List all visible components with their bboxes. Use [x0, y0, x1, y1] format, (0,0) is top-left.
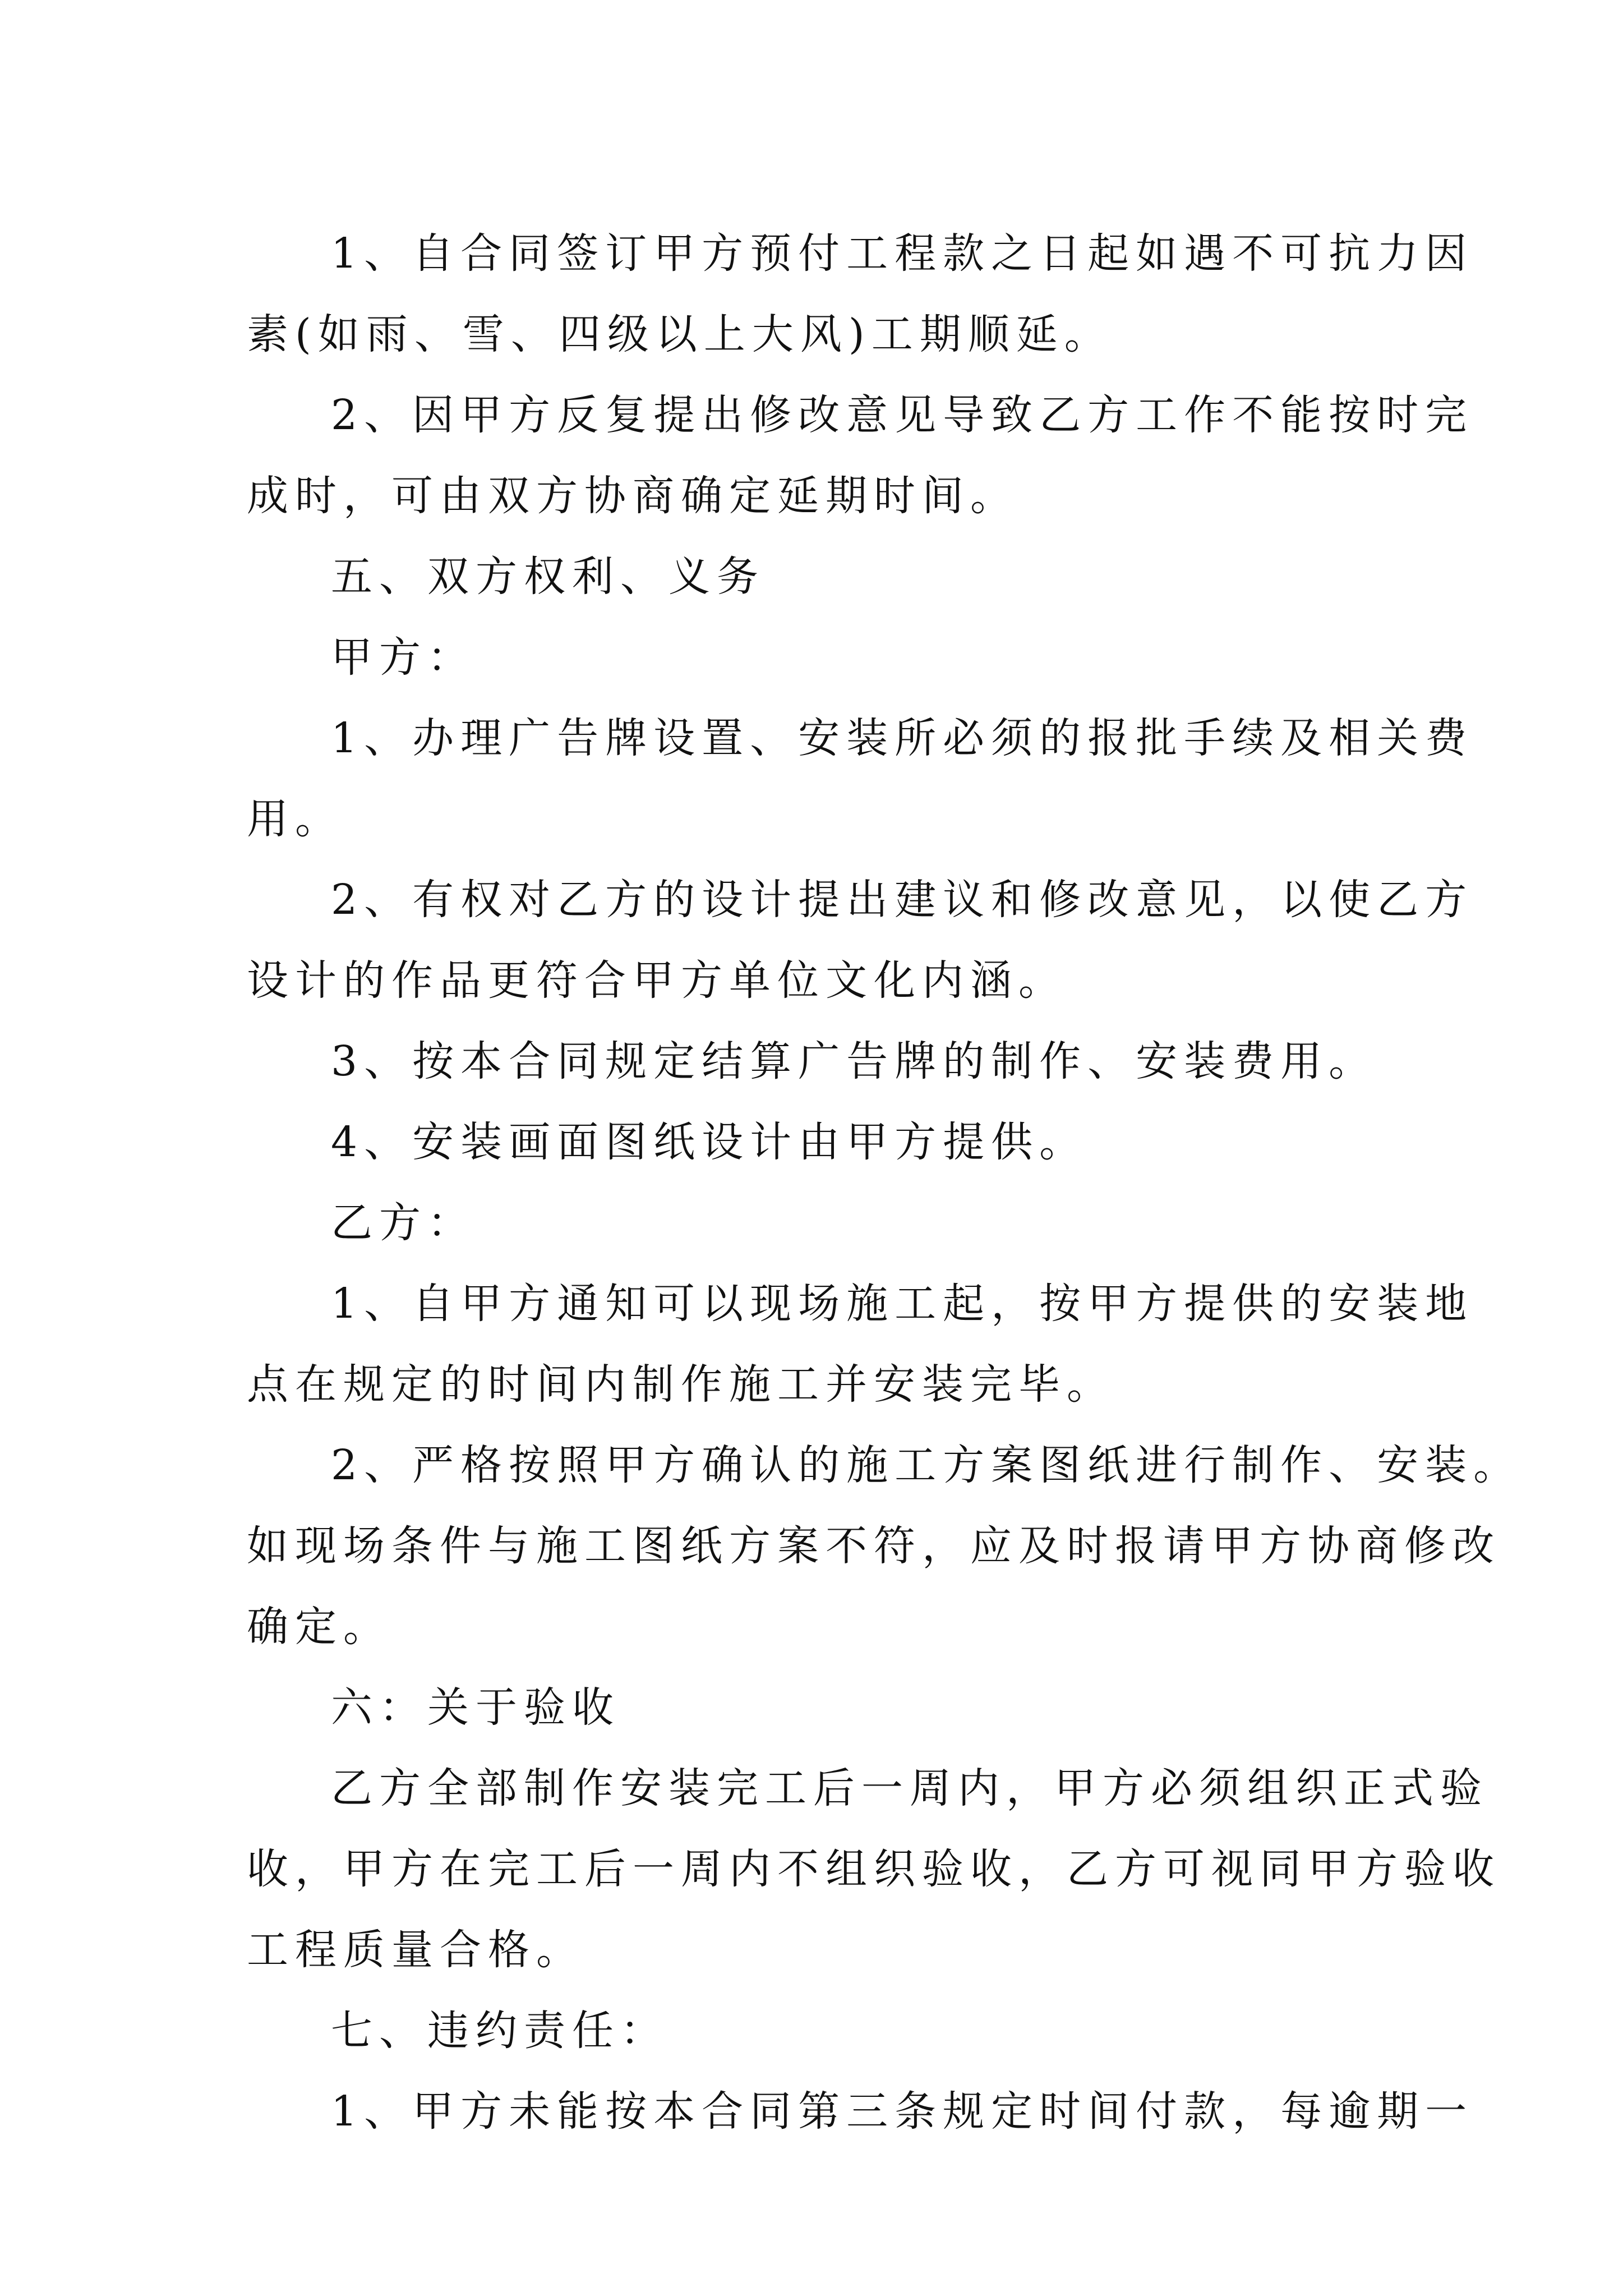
paragraph-line: 3、按本合同规定结算广告牌的制作、安装费用。	[331, 1037, 1377, 1085]
paragraph-line: 2、因甲方反复提出修改意见导致乙方工作不能按时完	[331, 391, 1474, 439]
paragraph-line: 乙方全部制作安装完工后一周内，甲方必须组织正式验	[331, 1764, 1488, 1812]
section-heading: 五、双方权利、义务	[331, 553, 765, 601]
paragraph-line: 1、办理广告牌设置、安装所必须的报批手续及相关费	[331, 714, 1474, 762]
paragraph-line: 4、安装画面图纸设计由甲方提供。	[331, 1118, 1088, 1166]
section-heading: 七、违约责任：	[331, 2007, 668, 2055]
paragraph-line: 1、甲方未能按本合同第三条规定时间付款，每逾期一	[331, 2087, 1474, 2136]
section-heading: 六：关于验收	[331, 1683, 620, 1732]
paragraph-line: 1、自甲方通知可以现场施工起，按甲方提供的安装地	[331, 1280, 1474, 1328]
paragraph-line: 工程质量合格。	[247, 1926, 584, 1974]
paragraph-line: 设计的作品更符合甲方单位文化内涵。	[247, 956, 1067, 1005]
paragraph-line: 成时，可由双方协商确定延期时间。	[247, 472, 1018, 520]
paragraph-line: 如现场条件与施工图纸方案不符，应及时报请甲方协商修改	[247, 1522, 1501, 1570]
party-heading: 甲方：	[331, 633, 476, 682]
document-body	[247, 213, 1522, 2152]
paragraph-line: 确定。	[247, 1603, 391, 1651]
paragraph-line: 点在规定的时间内制作施工并安装完毕。	[247, 1360, 1115, 1409]
paragraph-line: 用。	[247, 795, 343, 843]
paragraph-line: 2、有权对乙方的设计提出建议和修改意见，以使乙方	[331, 876, 1474, 924]
paragraph-line: 1、自合同签订甲方预付工程款之日起如遇不可抗力因	[331, 229, 1474, 278]
paragraph-line: 素(如雨、雪、四级以上大风)工期顺延。	[247, 310, 1113, 358]
party-heading: 乙方：	[331, 1199, 476, 1247]
paragraph-line: 2、严格按照甲方确认的施工方案图纸进行制作、安装。	[331, 1441, 1522, 1489]
paragraph-line: 收，甲方在完工后一周内不组织验收，乙方可视同甲方验收	[247, 1845, 1501, 1893]
